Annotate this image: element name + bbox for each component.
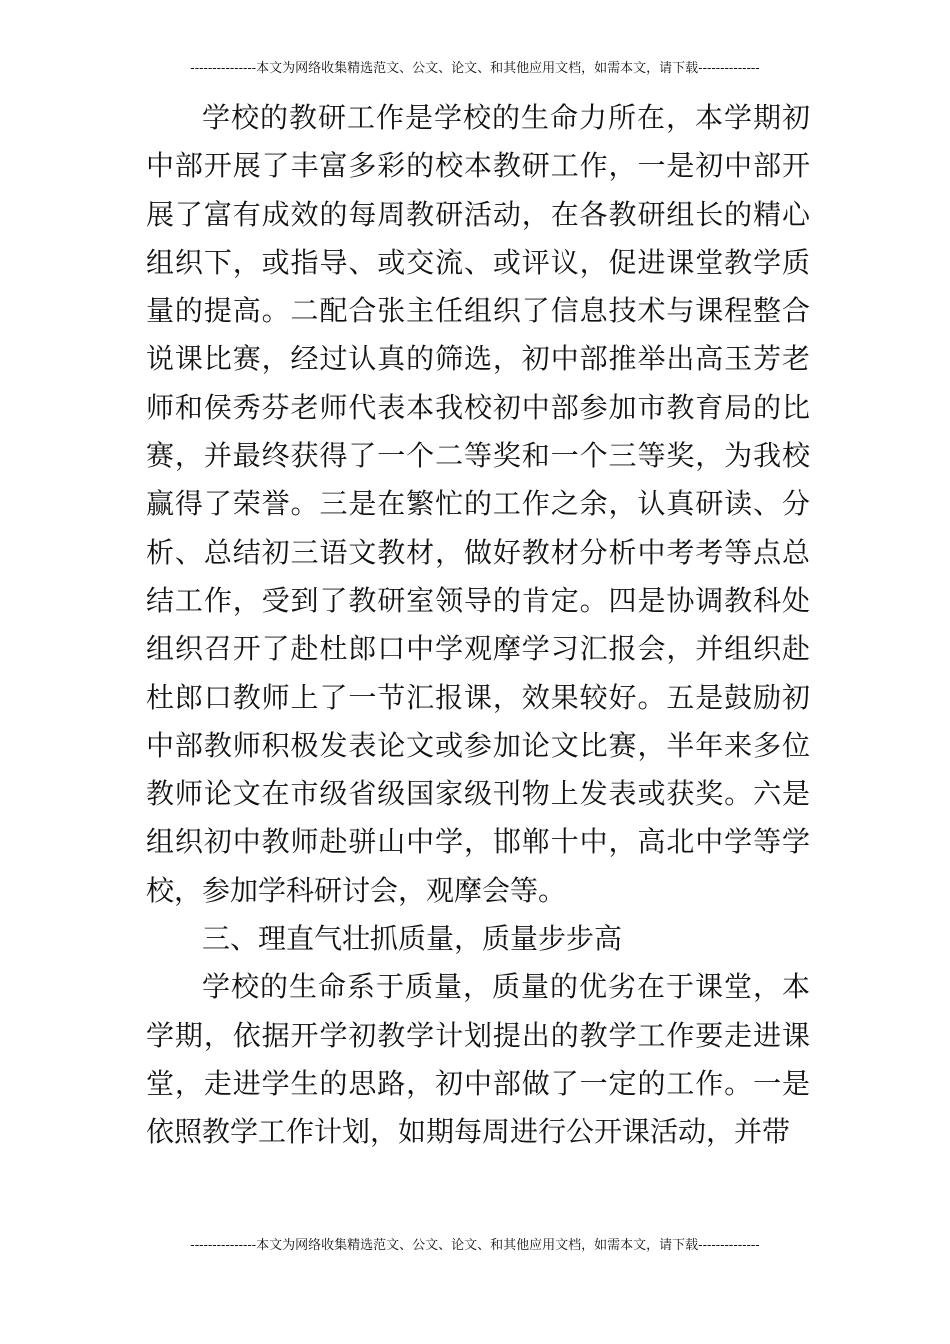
header-banner: ---------------本文为网络收集精选范文、公文、论文、和其他应用文档，如需本文，请下载-------------- <box>190 61 760 76</box>
document-body <box>146 94 810 1157</box>
paragraph-quality: 学校的生命系于质量，质量的优劣在于课堂，本学期，依据开学初教学计划提出的教学工作要走进课堂，走进学生的思路，初中部做了一定的工作。一是依照教学工作计划，如期每周进行公开课活动，并带 <box>146 970 810 1149</box>
paragraph-teaching-research: 学校的教研工作是学校的生命力所在，本学期初中部开展了丰富多彩的校本教研工作，一是初中部开展了富有成效的每周教研活动，在各教研组长的精心组织下，或指导、或交流、或评议，促进课堂教学质量的提高。二配合张主任组织了信息技术与课程整合说课比赛，经过认真的筛选，初中部推举出高玉芳老师和侯秀芬老师代表本我校初中部参加市教育局的比赛，并最终获得了一个二等奖和一个三等奖，为我校赢得了荣誉。三是在繁忙的工作之余，认真研读、分析、总结初三语文教材，做好教材分析中考考等点总结工作，受到了教研室领导的肯定。四是协调教科处组织召开了赴杜郎口中学观摩学习汇报会，并组织赴杜郎口教师上了一节汇报课，效果较好。五是鼓励初中部教师积极发表论文或参加论文比赛，半年来多位教师论文在市级省级国家级刊物上发表或获奖。六是组织初中教师赴骈山中学，邯郸十中，高北中学等学校，参加学科研讨会，观摩会等。 <box>146 101 810 907</box>
section-heading-quality: 三、理直气壮抓质量，质量步步高 <box>202 922 623 956</box>
footer-banner: ---------------本文为网络收集精选范文、公文、论文、和其他应用文档，如需本文，请下载-------------- <box>190 1238 760 1253</box>
